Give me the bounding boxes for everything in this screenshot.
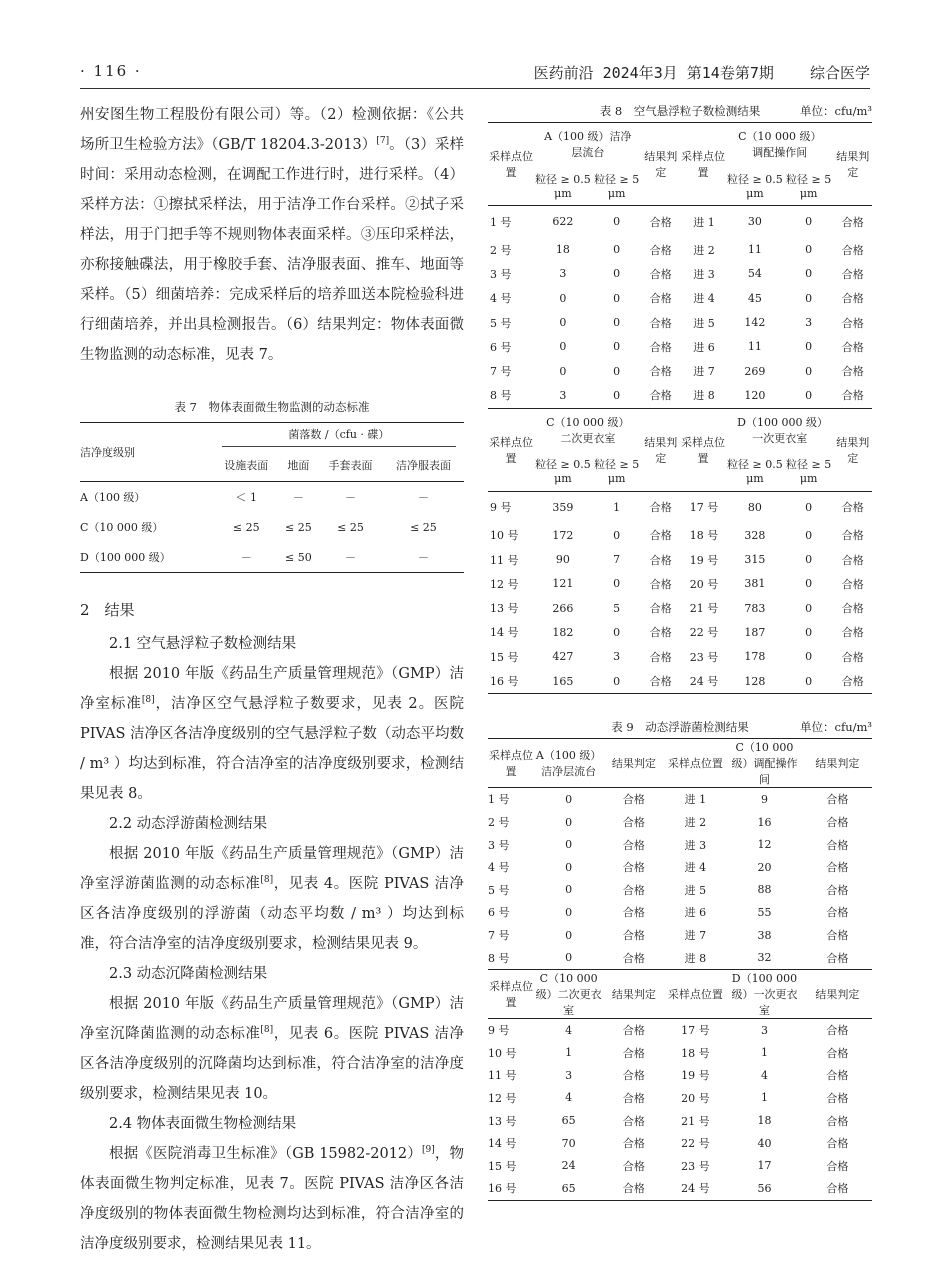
table-row: 1 号 622 0 合格 进 1 30 0 合格 (490, 215, 864, 229)
citation: [8] (260, 875, 274, 886)
subsection-heading: 2.1 空气悬浮粒子数检测结果 (109, 636, 297, 652)
citation: [8] (260, 1025, 274, 1036)
table-row: 13 号 266 5 合格 21 号 783 0 合格 (490, 601, 864, 616)
left-column (80, 100, 464, 1259)
table7-col-header: 地面 (287, 459, 310, 472)
table-row: 10 号 1 合格 18 号 1 合格 (488, 1046, 849, 1060)
col-header: 粒径 ≥ 0.5 μm (727, 458, 783, 486)
table7-col-header: 洁净度级别 (80, 423, 214, 482)
col-header: 采样点位置 (489, 435, 534, 465)
table9-unit: 单位：cfu/m³ (800, 720, 872, 735)
group-header: A（100 级）洁净层流台 (544, 130, 632, 159)
table-row: 12 号 121 0 合格 20 号 381 0 合格 (490, 577, 864, 591)
table9-caption: 表 9 动态浮游菌检测结果 单位：cfu/m³ (488, 716, 872, 738)
table-row: C（10 000 级） ≤ 25 ≤ 25 ≤ 25 ≤ 25 (80, 520, 437, 534)
table-row: 8 号 3 0 合格 进 8 120 0 合格 (488, 383, 872, 408)
table-row: 14 号 182 0 合格 22 号 187 0 合格 (490, 625, 864, 640)
group-header: C（10 000 级）调配操作间 (738, 130, 822, 159)
col-header: 采样点位置 (667, 757, 723, 771)
citation: [8] (141, 695, 155, 706)
table-row: 2 号 0 合格 进 2 16 合格 (488, 815, 849, 830)
col-header: 结果判定 (836, 435, 870, 465)
table-row: 9 号 359 1 合格 17 号 80 0 合格 (490, 500, 864, 515)
table-row: 3 号 0 合格 进 3 12 合格 (488, 838, 849, 852)
subsection-heading: 2.4 物体表面微生物检测结果 (109, 1116, 297, 1132)
section-heading: 2 结果 (80, 601, 135, 619)
col-header: 结果判定 (644, 435, 678, 465)
table-row: 15 号 427 3 合格 23 号 178 0 合格 (490, 650, 864, 664)
group-header: D（100 000 级）一次更衣室 (731, 971, 798, 1017)
col-header: 采样点位置 (681, 435, 725, 465)
table-row: 3 号 3 0 合格 进 3 54 0 合格 (490, 267, 864, 281)
col-header: 结果判定 (611, 757, 656, 771)
table-row: 9 号 4 合格 17 号 3 合格 (488, 1023, 849, 1038)
col-header: 粒径 ≥ 0.5 μm (535, 172, 591, 200)
table-row: 6 号 0 0 合格 进 6 11 0 合格 (490, 340, 864, 354)
table-row: 10 号 172 0 合格 18 号 328 0 合格 (490, 528, 864, 543)
col-header: 粒径 ≥ 0.5 μm (535, 458, 591, 486)
results-paragraph: 根据 2010 年版《药品生产质量管理规范》（GMP）洁净室浮游菌监测的动态标准[8]，见表 4。医院 PIVAS 洁净区各洁净度级别的浮游菌（动态平均数 / m³ ）均达到标准，符合洁净室的洁净度级别要求，检测结果见表 9。 (80, 846, 464, 952)
table9 (488, 738, 872, 1201)
table-row: 5 号 0 合格 进 5 88 合格 (488, 883, 849, 897)
table-row: 4 号 0 0 合格 进 4 45 0 合格 (490, 291, 864, 306)
col-header: 采样点位置 (489, 150, 534, 179)
table-row: 5 号 0 0 合格 进 5 142 3 合格 (490, 316, 864, 330)
table-row: 12 号 4 合格 20 号 1 合格 (488, 1091, 849, 1105)
table8-unit: 单位：cfu/m³ (800, 104, 872, 118)
methods-paragraph: 州安图生物工程股份有限公司）等。（2）检测依据：《公共场所卫生检验方法》（GB/T 18204.3-2013）[7]。（3）采样时间：采用动态检测，在调配工作进行时，进行采样。（4）采样方法：①擦拭采样法，用于洁净工作台采样。②拭子采样法，用于门把手等不规则物体表面采样。③压印采样法，亦称接触碟法，用于橡胶手套、洁净服表面、推车、地面等采样。（5）细菌培养：完成采样后的培养皿送本院检验科进行细菌培养，并出具检测报告。（6）结果判定：物体表面微生物监测的动态标准，见表 7。 (80, 107, 464, 363)
table-row: 11 号 90 7 合格 19 号 315 0 合格 (490, 553, 864, 567)
group-header: A（100 级）洁净层流台 (535, 749, 602, 779)
table-row: 13 号 65 合格 21 号 18 合格 (488, 1114, 849, 1128)
col-header: 结果判定 (644, 150, 678, 179)
table8 (488, 122, 872, 694)
col-header: 粒径 ≥ 0.5 μm (727, 172, 783, 200)
table-row: 7 号 0 0 合格 进 7 269 0 合格 (490, 364, 864, 379)
page-number: · 116 · (80, 62, 142, 80)
subsection-heading: 2.2 动态浮游菌检测结果 (109, 816, 268, 832)
table7-group-header: 菌落数 /（cfu · 碟） (214, 423, 464, 450)
table7-col-header: 洁净服表面 (395, 459, 451, 472)
table-row: 8 号 0 合格 进 8 32 合格 (488, 946, 872, 969)
table-row: 2 号 18 0 合格 进 2 11 0 合格 (490, 243, 864, 257)
table-row: 4 号 0 合格 进 4 20 合格 (488, 860, 849, 875)
right-column (488, 100, 872, 1201)
group-header: C（10 000 级）二次更衣室 (546, 415, 630, 445)
table-row: A（100 级） ＜ 1 － － － (80, 491, 429, 504)
table-row: 16 号 65 合格 24 号 56 合格 (488, 1177, 872, 1200)
results-paragraph: 根据《医院消毒卫生标准》（GB 15982-2012）[9]，物体表面微生物判定标准，见表 7。医院 PIVAS 洁净区各洁净度级别的物体表面微生物检测均达到标准，符合洁净室的洁净度级别要求，检测结果见表 11。 (80, 1145, 465, 1252)
table-row: 15 号 24 合格 23 号 17 合格 (488, 1159, 849, 1173)
col-header: 结果判定 (836, 150, 870, 179)
table7-caption: 表 7 物体表面微生物监测的动态标准 (174, 400, 370, 414)
results-paragraph: 根据 2010 年版《药品生产质量管理规范》（GMP）洁净室标准[8]，洁净区空气悬浮粒子数要求，见表 2。医院 PIVAS 洁净区各洁净度级别的空气悬浮粒子数（动态平均数 / m³ ）均达到标准，符合洁净室的洁净度级别要求，检测结果见表 8。 (80, 666, 464, 802)
subsection-heading: 2.3 动态沉降菌检测结果 (109, 966, 268, 982)
col-header: 粒径 ≥ 5 μm (594, 458, 640, 486)
group-header: C（10 000 级）二次更衣室 (535, 971, 602, 1017)
citation: [9] (421, 1145, 435, 1156)
col-header: 结果判定 (611, 987, 656, 1001)
table-row: 16 号 165 0 合格 24 号 128 0 合格 (488, 669, 872, 694)
group-header: C（10 000 级）调配操作间 (731, 741, 798, 787)
group-header: D（100 000 级）一次更衣室 (737, 415, 823, 445)
page-header (80, 62, 870, 89)
citation: [7] (376, 136, 390, 147)
col-header: 结果判定 (815, 757, 860, 771)
col-header: 结果判定 (815, 987, 860, 1001)
col-header: 粒径 ≥ 5 μm (786, 172, 832, 200)
col-header: 粒径 ≥ 5 μm (786, 458, 832, 486)
table-row: 6 号 0 合格 进 6 55 合格 (488, 905, 849, 920)
col-header: 粒径 ≥ 5 μm (594, 172, 640, 200)
results-paragraph: 根据 2010 年版《药品生产质量管理规范》（GMP）洁净室沉降菌监测的动态标准[8]，见表 6。医院 PIVAS 洁净区各洁净度级别的沉降菌均达到标准，符合洁净室的洁净度级别要求，检测结果见表 10。 (80, 996, 464, 1102)
table-row: 1 号 0 合格 进 1 9 合格 (488, 792, 849, 807)
col-header: 采样点位置 (489, 749, 534, 779)
table8-caption: 表 8 空气悬浮粒子数检测结果 单位：cfu/m³ (488, 100, 872, 122)
table-row: 14 号 70 合格 22 号 40 合格 (488, 1136, 849, 1151)
table7-col-header: 手套表面 (328, 459, 373, 472)
col-header: 采样点位置 (489, 979, 534, 1009)
table-row: D（100 000 级） － ≤ 50 － － (80, 542, 464, 573)
col-header: 采样点位置 (667, 987, 723, 1001)
table-row: 11 号 3 合格 19 号 4 合格 (488, 1068, 849, 1083)
journal-title: 医药前沿 2024年3月 第14卷第7期 综合医学 (533, 64, 870, 82)
table7 (80, 422, 464, 573)
table-row: 7 号 0 合格 进 7 38 合格 (488, 928, 849, 943)
col-header: 采样点位置 (681, 150, 725, 179)
table7-col-header: 设施表面 (224, 459, 269, 472)
